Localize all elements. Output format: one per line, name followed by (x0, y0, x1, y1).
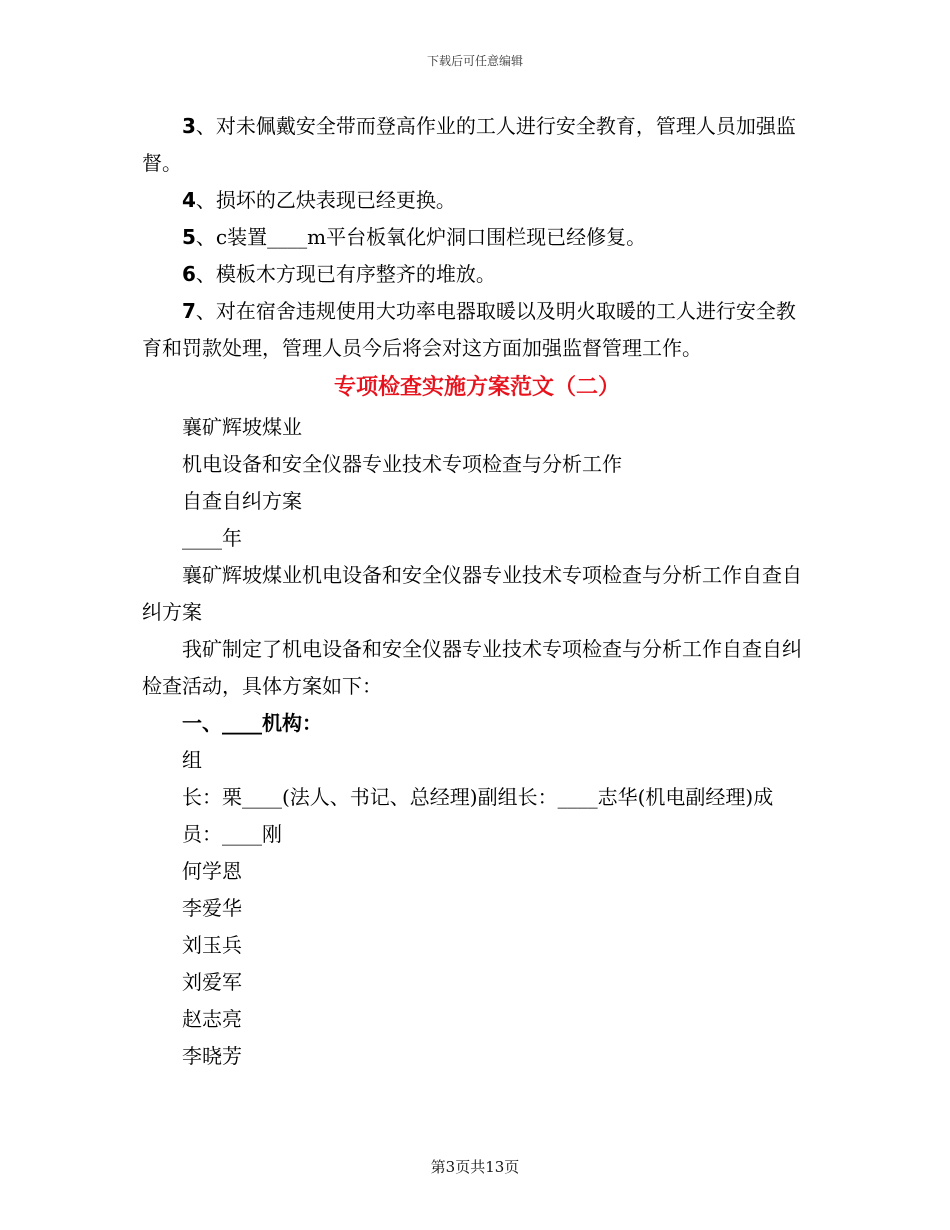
zu-line: 组 (182, 748, 202, 772)
item-number: 6 (182, 262, 196, 286)
year-line: ____年 (182, 526, 242, 550)
org-heading: 一、____机构： (182, 711, 322, 735)
company-line: 襄矿辉坡煤业 (182, 415, 302, 439)
item-number: 3 (182, 114, 196, 138)
item-text: 、模板木方现已有序整齐的堆放。 (195, 262, 496, 286)
item-text: 、损坏的乙炔表现已经更换。 (195, 188, 456, 212)
member-name: 刘爱军 (182, 970, 242, 994)
list-item-6 (142, 256, 812, 293)
list-item-5 (142, 219, 812, 256)
item-text: 、c装置____m平台板氧化炉洞口围栏现已经修复。 (195, 225, 647, 249)
list-item-7 (142, 293, 812, 367)
member-name: 李爱华 (182, 896, 242, 920)
intro-paragraph: 我矿制定了机电设备和安全仪器专业技术专项检查与分析工作自查自纠检查活动，具体方案如下： (142, 637, 802, 698)
full-title-paragraph: 襄矿辉坡煤业机电设备和安全仪器专业技术专项检查与分析工作自查自纠方案 (142, 563, 802, 624)
list-item-4 (142, 182, 812, 219)
plan-line: 自查自纠方案 (182, 489, 302, 513)
page-header: 下载后可任意编辑 (426, 54, 523, 68)
subject-line: 机电设备和安全仪器专业技术专项检查与分析工作 (182, 452, 622, 476)
member-name: 何学恩 (182, 859, 242, 883)
document-body (142, 108, 812, 1075)
leader-paragraph: 长：栗____(法人、书记、总经理)副组长：____志华(机电副经理)成 (182, 785, 774, 809)
page-footer: 第3页共13页 (430, 1158, 520, 1176)
item-number: 5 (182, 225, 196, 249)
item-text: 、对未佩戴安全带而登高作业的工人进行安全教育，管理人员加强监督。 (142, 114, 796, 175)
member-name: 李晓芳 (182, 1044, 242, 1068)
member-name: 刘玉兵 (182, 933, 242, 957)
member-line: 员：____刚 (182, 822, 282, 846)
item-number: 7 (182, 299, 196, 323)
item-number: 4 (182, 188, 196, 212)
member-name: 赵志亮 (182, 1007, 242, 1031)
list-item-3 (142, 108, 812, 182)
section-title: 专项检查实施方案范文（二） (333, 374, 620, 400)
item-text: 、对在宿舍违规使用大功率电器取暖以及明火取暖的工人进行安全教育和罚款处理，管理人员今后将会对这方面加强监督管理工作。 (142, 299, 796, 360)
